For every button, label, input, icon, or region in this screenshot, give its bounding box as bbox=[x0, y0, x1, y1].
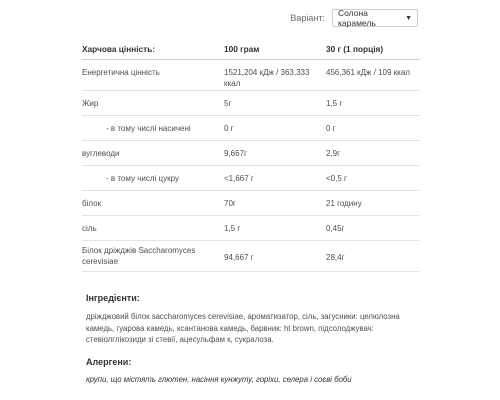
table-row bbox=[82, 241, 420, 272]
row-per100: 5г bbox=[224, 99, 232, 108]
row-per100: 1521,204 кДж / 363,333 ккал bbox=[224, 68, 310, 88]
table-header-row bbox=[82, 38, 420, 60]
table-row bbox=[82, 191, 420, 216]
row-per100: 9,667г bbox=[224, 149, 247, 158]
row-name: Енергетична цінність bbox=[82, 68, 160, 77]
allergens-title: Алергени: bbox=[86, 357, 132, 367]
row-per-serving: 28,4г bbox=[326, 253, 345, 262]
row-name: - в тому числі цукру bbox=[106, 174, 179, 183]
header-100g: 100 грам bbox=[224, 38, 326, 60]
row-name: Жир bbox=[82, 99, 99, 108]
header-serving: 30 г (1 порція) bbox=[326, 38, 420, 60]
table-row bbox=[82, 141, 420, 166]
variant-select[interactable] bbox=[332, 9, 418, 27]
nutrition-table bbox=[82, 38, 420, 272]
table-row bbox=[82, 116, 420, 141]
row-per100: 94,667 г bbox=[224, 253, 254, 262]
ingredients-title: Інгредієнти: bbox=[86, 293, 140, 303]
row-per100: 70г bbox=[224, 199, 236, 208]
ingredients-text: дріжджовий білок saccharomyces cerevisiae, ароматизатор, сіль, загусники: целюлозна камедь, гуарова камедь, ксантанова камедь, барвник: ht brown, підсолоджувач: стевіолглікозиди зі стевії, ацесульфам к, сукралоза. bbox=[86, 312, 400, 344]
row-per-serving: 0,45г bbox=[326, 224, 345, 233]
row-per-serving: 21 годину bbox=[326, 199, 362, 208]
row-name: Білок дріжджів Saccharomyces cerevisiae bbox=[82, 246, 196, 266]
row-per100: 0 г bbox=[224, 124, 234, 133]
table-row bbox=[82, 216, 420, 241]
row-name: сіль bbox=[82, 224, 97, 233]
row-per100: <1,667 г bbox=[224, 174, 254, 183]
variant-row bbox=[290, 9, 418, 27]
row-per100: 1,5 г bbox=[224, 224, 241, 233]
variant-label: Варіант: bbox=[290, 13, 325, 23]
row-name: білок bbox=[82, 199, 102, 208]
allergens-text: крупи, що містять глютен, насіння кунжуту, горіхи, селера і соєві боби bbox=[86, 375, 352, 384]
row-per-serving: 2,9г bbox=[326, 149, 341, 158]
row-name: - в тому числі насичені bbox=[106, 124, 191, 133]
caret-down-icon: ▼ bbox=[405, 14, 412, 22]
variant-selected-value: Солона карамель bbox=[338, 8, 376, 28]
row-per-serving: 0 г bbox=[326, 124, 336, 133]
table-row bbox=[82, 91, 420, 116]
row-name: вуглеводи bbox=[82, 149, 120, 158]
row-per-serving: 456,361 кДж / 109 ккал bbox=[326, 68, 410, 77]
row-per-serving: <0,5 г bbox=[326, 174, 347, 183]
table-row bbox=[82, 166, 420, 191]
table-row bbox=[82, 60, 420, 91]
row-per-serving: 1,5 г bbox=[326, 99, 343, 108]
header-nutrition: Харчова цінність: bbox=[82, 38, 224, 60]
